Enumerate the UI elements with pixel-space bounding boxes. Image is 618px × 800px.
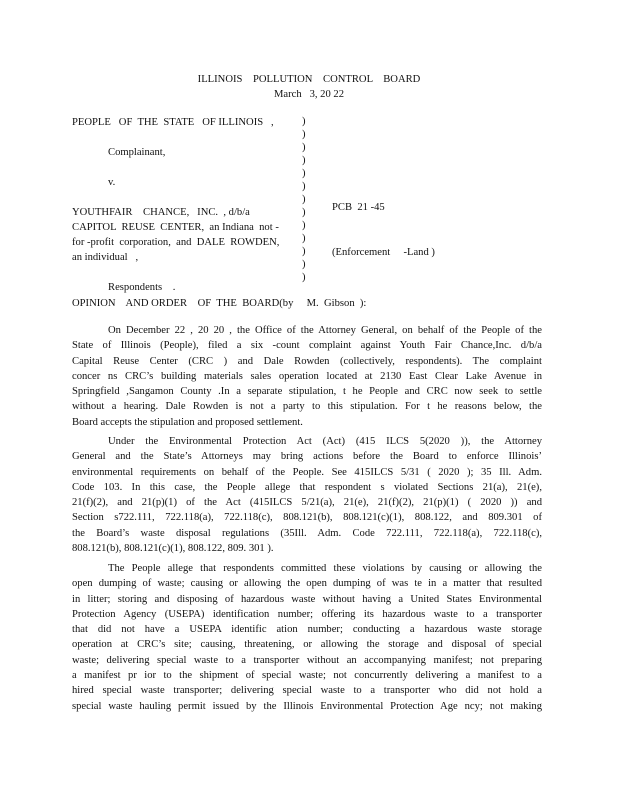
paren-mark: ) [302,246,306,257]
versus-label: v. [108,177,116,188]
paren-mark: ) [302,168,306,179]
paragraph-line: in litter; storing and disposing of hazardous waste without having a United States Environmental [72,593,542,605]
decision-date: March 3, 20 22 [273,89,345,100]
paragraph-line: a manifest pr ior to the shipment of special waste; not concurrently delivering a manifest to a [72,670,542,682]
body-paragraph [72,323,542,430]
paren-mark: ) [302,116,306,127]
paragraph-line: Under the Environmental Protection Act (Act) (415 ILCS 5(2020 )), the Attorney [108,436,542,447]
paragraph-line: Protection Agency (USEPA) identification number; offering its hazardous waste to a transporter [72,608,542,620]
document-header [0,72,618,102]
party-block [72,115,297,295]
board-name: ILLINOIS POLLUTION CONTROL BOARD [197,74,421,85]
paragraph-line: without a hearing. Dale Rowden is not a party to this stipulation. For t he reasons below, the [72,401,542,413]
respondent-name-line: YOUTHFAIR CHANCE, INC. , d/b/a [72,207,250,218]
caption-blank-line [72,160,297,175]
paragraph-line: waste; delivering special waste to a transporter without an accompanying manifest; not preparing [72,654,542,666]
paren-mark: ) [302,272,306,283]
paragraph-line: 808.121(b), 808.121(c)(1), 808.122, 809. 301 ). [72,543,274,555]
paren-mark: ) [302,220,306,231]
paragraph-line: operation at CRC’s site; causing, threatening, or allowing the storage and disposal of special [72,639,542,651]
paragraph-line: hired special waste transporter; delivering special waste to a transporter who did not hold a [72,685,542,697]
body-paragraph [72,434,542,556]
caption-blank-line [72,190,297,205]
paragraph-line: Capital Reuse Center (CRC ) and Dale Rowden (collectively, respondents). The complaint [72,355,542,367]
case-caption [72,115,552,293]
opinion-heading: OPINION AND ORDER OF THE BOARD(by M. Gibson ): [72,298,367,309]
case-type: (Enforcement -Land ) [332,247,435,259]
body-paragraph [72,561,542,714]
paragraph-line: concer ns CRC’s building materials sales operation located at 2130 East Clear Lake Avenue in [72,370,542,382]
paren-mark: ) [302,155,306,166]
paragraph-line: the Board’s waste disposal regulations (35Ill. Adm. Code 722.111, 722.118(a), 722.118(c), [72,527,542,539]
paren-mark: ) [302,194,306,205]
paragraph-line: The People allege that respondents committed these violations by causing or allowing the [108,563,542,574]
respondent-name-line: for -profit corporation, and DALE ROWDEN, [72,237,280,248]
paragraph-line: open dumping of waste; causing or allowing the open dumping of was te in a matter that resulted [72,578,542,590]
respondent-name-line: an individual , [72,252,139,263]
paragraph-line: Code 103. In this case, the People allege that respondent s violated Sections 21(a), 21(e), [72,481,542,493]
complainant-label: Complainant, [108,147,166,158]
paragraph-line: 21(f)(2), and 21(p)(1) of the Act (415ILCS 5/21(a), 21(e), 21(f)(2), 21(p)(1) ( 2020 )) and [72,497,542,509]
caption-bracket [302,115,312,284]
paren-mark: ) [302,207,306,218]
paragraph-line: that did not have a USEPA identific ation number; conducting a hazardous waste storage [72,624,542,636]
paren-mark: ) [302,259,306,270]
paragraph-line: Section s722.111, 722.118(a), 722.118(c), 808.121(b), 808.121(c)(1), 808.122, and 809.301 of [72,512,542,524]
respondents-label: Respondents . [108,282,176,293]
paragraph-line: environmental requirements on behalf of the People. See 415ILCS 5/31 ( 2020 ); 35 Ill. Adm. [72,466,542,478]
caption-blank-line [72,265,297,280]
case-identifier [332,169,435,291]
case-number: PCB 21 -45 [332,201,385,213]
paren-mark: ) [302,181,306,192]
paragraph-line: On December 22 , 20 20 , the Office of the Attorney General, on behalf of the People of the [108,325,542,336]
paragraph-line: Springfield ,Sangamon County .In a separate stipulation, t he People and CRC now seek to settle [72,386,542,398]
paragraph-line: General and the State’s Attorneys may bring actions before the Board to enforce Illinois’ [72,451,542,463]
paren-mark: ) [302,129,306,140]
caption-blank-line [72,130,297,145]
respondent-name-line: CAPITOL REUSE CENTER, an Indiana not - [72,222,279,233]
paren-mark: ) [302,233,306,244]
paren-mark: ) [302,142,306,153]
paragraph-line: State of Illinois (People), filed a six -count complaint against Youth Fair Chance,Inc. d/b/a [72,340,542,352]
complainant-name: PEOPLE OF THE STATE OF ILLINOIS , [72,117,274,128]
paragraph-line: special waste hauling permit issued by the Illinois Environmental Protection Age ncy; not making [72,700,542,712]
paragraph-line: Board accepts the stipulation and proposed settlement. [72,416,303,428]
